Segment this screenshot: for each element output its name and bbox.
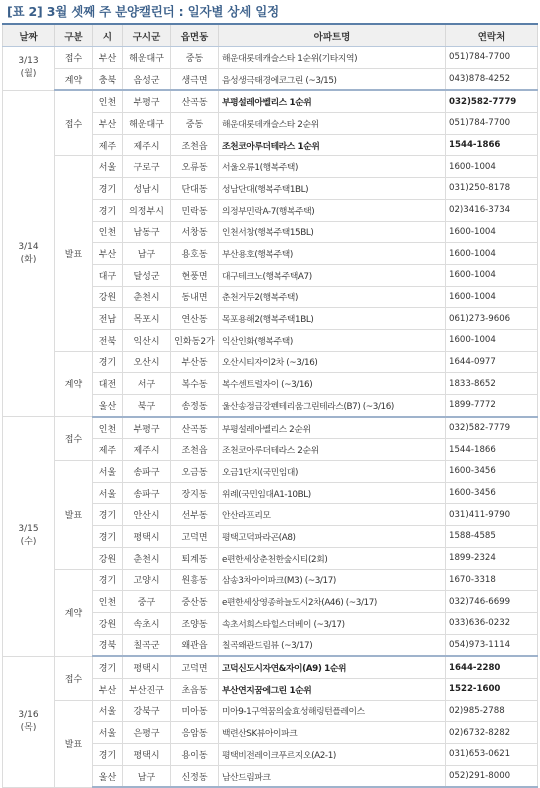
kind-cell: 발표 [55, 461, 93, 569]
si-cell: 서울 [93, 722, 123, 744]
town-cell: 중산동 [171, 591, 219, 613]
town-cell: 왜관읍 [171, 634, 219, 656]
table-row [3, 351, 538, 373]
header-si: 시 [93, 24, 123, 47]
schedule-body [3, 47, 538, 788]
si-cell: 경기 [93, 744, 123, 766]
table-row [3, 417, 538, 439]
apartment-cell: 부산연지꿈에그린 1순위 [219, 678, 446, 700]
si-cell: 경기 [93, 351, 123, 373]
contact-cell: 02)985-2788 [446, 700, 538, 722]
si-cell: 제주 [93, 439, 123, 461]
town-cell: 송정동 [171, 395, 219, 417]
district-cell: 부평구 [123, 417, 171, 439]
apartment-cell: 칠곡왜관드림뷰 (~3/17) [219, 634, 446, 656]
header-date: 날짜 [3, 24, 55, 47]
contact-cell: 033)636-0232 [446, 612, 538, 634]
district-cell: 북구 [123, 395, 171, 417]
apartment-cell: e편한세상영종하늘도시2차(A46) (~3/17) [219, 591, 446, 613]
header-apt: 아파트명 [219, 24, 446, 47]
si-cell: 경북 [93, 634, 123, 656]
table-row [3, 68, 538, 90]
contact-cell: 051)784-7700 [446, 47, 538, 69]
contact-cell: 1544-1866 [446, 439, 538, 461]
town-cell: 민락동 [171, 199, 219, 221]
district-cell: 평택시 [123, 656, 171, 678]
town-cell: 오류동 [171, 156, 219, 178]
si-cell: 경기 [93, 656, 123, 678]
contact-cell: 052)291-8000 [446, 765, 538, 787]
district-cell: 중구 [123, 591, 171, 613]
contact-cell: 1588-4585 [446, 526, 538, 548]
table-title: [표 2] 3월 셋째 주 분양캘린더 : 일자별 상세 일정 [7, 4, 280, 19]
kind-cell: 계약 [55, 68, 93, 90]
si-cell: 서울 [93, 482, 123, 504]
si-cell: 강원 [93, 286, 123, 308]
district-cell: 달성군 [123, 264, 171, 286]
district-cell: 성남시 [123, 178, 171, 200]
header-kind: 구분 [55, 24, 93, 47]
district-cell: 서구 [123, 373, 171, 395]
district-cell: 칠곡군 [123, 634, 171, 656]
table-row [3, 656, 538, 678]
apartment-cell: 음성생극태경에코그린 (~3/15) [219, 68, 446, 90]
header-gu: 구시군 [123, 24, 171, 47]
table-row [3, 47, 538, 69]
apartment-cell: 평택고덕파라곤(A8) [219, 526, 446, 548]
apartment-cell: 안산라프리모 [219, 504, 446, 526]
si-cell: 서울 [93, 461, 123, 483]
district-cell: 부평구 [123, 90, 171, 112]
contact-cell: 1644-0977 [446, 351, 538, 373]
table-row [3, 461, 538, 483]
town-cell: 용호동 [171, 243, 219, 265]
town-cell: 복수동 [171, 373, 219, 395]
si-cell: 대전 [93, 373, 123, 395]
apartment-cell: 고덕신도시자연&자이(A9) 1순위 [219, 656, 446, 678]
contact-cell: 032)746-6699 [446, 591, 538, 613]
town-cell: 인화동2가 [171, 329, 219, 351]
contact-cell: 1544-1866 [446, 134, 538, 156]
si-cell: 대구 [93, 264, 123, 286]
kind-cell: 계약 [55, 569, 93, 656]
si-cell: 충북 [93, 68, 123, 90]
table-row [3, 569, 538, 591]
town-cell: 오금동 [171, 461, 219, 483]
town-cell: 현풍면 [171, 264, 219, 286]
date-cell [3, 47, 55, 91]
town-cell: 조양동 [171, 612, 219, 634]
si-cell: 인천 [93, 417, 123, 439]
town-cell: 중동 [171, 47, 219, 69]
apartment-cell: 부평설레아벨리스 1순위 [219, 90, 446, 112]
apartment-cell: e편한세상춘천한숲시티(2회) [219, 547, 446, 569]
date-label: 3/14 [18, 241, 39, 252]
si-cell: 경기 [93, 569, 123, 591]
kind-cell: 발표 [55, 700, 93, 787]
kind-cell: 접수 [55, 90, 93, 156]
town-cell: 용이동 [171, 744, 219, 766]
contact-cell: 1899-2324 [446, 547, 538, 569]
town-cell: 단대동 [171, 178, 219, 200]
district-cell: 춘천시 [123, 286, 171, 308]
town-cell: 고덕면 [171, 526, 219, 548]
contact-cell: 1600-1004 [446, 286, 538, 308]
si-cell: 경기 [93, 178, 123, 200]
town-cell: 원흥동 [171, 569, 219, 591]
table-row [3, 156, 538, 178]
si-cell: 인천 [93, 221, 123, 243]
contact-cell: 031)411-9790 [446, 504, 538, 526]
header-contact: 연락처 [446, 24, 538, 47]
apartment-cell: 의정부민락A-7(행복주택) [219, 199, 446, 221]
town-cell: 산곡동 [171, 90, 219, 112]
si-cell: 경기 [93, 504, 123, 526]
schedule-table [2, 23, 538, 788]
apartment-cell: 해운대롯데캐슬스타 2순위 [219, 113, 446, 135]
town-cell: 중동 [171, 113, 219, 135]
apartment-cell: 익산인화(행복주택) [219, 329, 446, 351]
contact-cell: 1600-1004 [446, 156, 538, 178]
apartment-cell: 대구테크노(행복주택A7) [219, 264, 446, 286]
town-cell: 동내면 [171, 286, 219, 308]
apartment-cell: 성남단대(행복주택1BL) [219, 178, 446, 200]
town-cell: 응암동 [171, 722, 219, 744]
town-cell: 장지동 [171, 482, 219, 504]
si-cell: 전남 [93, 308, 123, 330]
si-cell: 인천 [93, 591, 123, 613]
weekday-label: (목) [20, 722, 37, 733]
apartment-cell: 오산시티자이2차 (~3/16) [219, 351, 446, 373]
kind-cell: 접수 [55, 656, 93, 700]
si-cell: 부산 [93, 678, 123, 700]
apartment-cell: 춘천거두2(행복주택) [219, 286, 446, 308]
district-cell: 익산시 [123, 329, 171, 351]
apartment-cell: 삼송3차아이파크(M3) (~3/17) [219, 569, 446, 591]
si-cell: 부산 [93, 243, 123, 265]
district-cell: 평택시 [123, 526, 171, 548]
district-cell: 구로구 [123, 156, 171, 178]
date-cell [3, 656, 55, 787]
si-cell: 제주 [93, 134, 123, 156]
apartment-cell: 평택비전레이크푸르지오(A2-1) [219, 744, 446, 766]
district-cell: 평택시 [123, 744, 171, 766]
district-cell: 음성군 [123, 68, 171, 90]
district-cell: 제주시 [123, 439, 171, 461]
contact-cell: 1600-1004 [446, 264, 538, 286]
si-cell: 강원 [93, 612, 123, 634]
si-cell: 부산 [93, 47, 123, 69]
si-cell: 인천 [93, 90, 123, 112]
district-cell: 송파구 [123, 461, 171, 483]
apartment-cell: 조천코아루더테라스 2순위 [219, 439, 446, 461]
district-cell: 부산진구 [123, 678, 171, 700]
contact-cell: 054)973-1114 [446, 634, 538, 656]
header-row [3, 24, 538, 47]
contact-cell: 1600-1004 [446, 221, 538, 243]
town-cell: 선부동 [171, 504, 219, 526]
apartment-cell: 미아9-1구역꿈의숲효성해링턴플레이스 [219, 700, 446, 722]
district-cell: 속초시 [123, 612, 171, 634]
weekday-label: (화) [20, 254, 37, 265]
si-cell: 서울 [93, 700, 123, 722]
si-cell: 서울 [93, 156, 123, 178]
apartment-cell: 인천서창(행복주택15BL) [219, 221, 446, 243]
district-cell: 안산시 [123, 504, 171, 526]
contact-cell: 1670-3318 [446, 569, 538, 591]
contact-cell: 031)250-8178 [446, 178, 538, 200]
district-cell: 강북구 [123, 700, 171, 722]
si-cell: 부산 [93, 113, 123, 135]
apartment-cell: 위례(국민임대A1-10BL) [219, 482, 446, 504]
date-label: 3/15 [18, 524, 39, 535]
town-cell: 미아동 [171, 700, 219, 722]
contact-cell: 1522-1600 [446, 678, 538, 700]
town-cell: 산곡동 [171, 417, 219, 439]
town-cell: 생극면 [171, 68, 219, 90]
district-cell: 목포시 [123, 308, 171, 330]
district-cell: 고양시 [123, 569, 171, 591]
apartment-cell: 서울오류1(행복주택) [219, 156, 446, 178]
weekday-label: (수) [20, 537, 37, 548]
contact-cell: 02)6732-8282 [446, 722, 538, 744]
town-cell: 서창동 [171, 221, 219, 243]
si-cell: 전북 [93, 329, 123, 351]
si-cell: 경기 [93, 526, 123, 548]
town-cell: 조천읍 [171, 134, 219, 156]
kind-cell: 계약 [55, 351, 93, 417]
district-cell: 남구 [123, 243, 171, 265]
apartment-cell: 부평설레아벨리스 2순위 [219, 417, 446, 439]
kind-cell: 접수 [55, 47, 93, 69]
si-cell: 경기 [93, 199, 123, 221]
contact-cell: 032)582-7779 [446, 90, 538, 112]
district-cell: 송파구 [123, 482, 171, 504]
date-label: 3/16 [18, 709, 39, 720]
district-cell: 해운대구 [123, 47, 171, 69]
apartment-cell: 백련산SK뷰아이파크 [219, 722, 446, 744]
kind-cell: 접수 [55, 417, 93, 461]
town-cell: 고덕면 [171, 656, 219, 678]
table-row [3, 700, 538, 722]
si-cell: 울산 [93, 395, 123, 417]
town-cell: 연산동 [171, 308, 219, 330]
apartment-cell: 울산송정금강펜테리움그린테라스(B7) (~3/16) [219, 395, 446, 417]
contact-cell: 031)653-0621 [446, 744, 538, 766]
contact-cell: 043)878-4252 [446, 68, 538, 90]
contact-cell: 1600-1004 [446, 329, 538, 351]
district-cell: 남구 [123, 765, 171, 787]
apartment-cell: 해운대롯데캐슬스타 1순위(기타지역) [219, 47, 446, 69]
apartment-cell: 부산용호(행복주택) [219, 243, 446, 265]
contact-cell: 051)784-7700 [446, 113, 538, 135]
contact-cell: 1600-3456 [446, 482, 538, 504]
apartment-cell: 남산드림파크 [219, 765, 446, 787]
weekday-label: (월) [20, 69, 37, 80]
town-cell: 신정동 [171, 765, 219, 787]
contact-cell: 02)3416-3734 [446, 199, 538, 221]
apartment-cell: 목포용해2(행복주택1BL) [219, 308, 446, 330]
district-cell: 남동구 [123, 221, 171, 243]
town-cell: 초읍동 [171, 678, 219, 700]
district-cell: 은평구 [123, 722, 171, 744]
district-cell: 의정부시 [123, 199, 171, 221]
si-cell: 울산 [93, 765, 123, 787]
district-cell: 해운대구 [123, 113, 171, 135]
town-cell: 조천읍 [171, 439, 219, 461]
contact-cell: 032)582-7779 [446, 417, 538, 439]
header-dong: 읍면동 [171, 24, 219, 47]
si-cell: 강원 [93, 547, 123, 569]
district-cell: 오산시 [123, 351, 171, 373]
contact-cell: 1644-2280 [446, 656, 538, 678]
contact-cell: 1899-7772 [446, 395, 538, 417]
apartment-cell: 오금1단지(국민임대) [219, 461, 446, 483]
contact-cell: 061)273-9606 [446, 308, 538, 330]
date-label: 3/13 [18, 56, 39, 67]
district-cell: 춘천시 [123, 547, 171, 569]
district-cell: 제주시 [123, 134, 171, 156]
kind-cell: 발표 [55, 156, 93, 351]
town-cell: 퇴계동 [171, 547, 219, 569]
town-cell: 부산동 [171, 351, 219, 373]
apartment-cell: 조천코아루더테라스 1순위 [219, 134, 446, 156]
contact-cell: 1833-8652 [446, 373, 538, 395]
contact-cell: 1600-1004 [446, 243, 538, 265]
table-row [3, 90, 538, 112]
date-cell [3, 90, 55, 416]
contact-cell: 1600-3456 [446, 461, 538, 483]
date-cell [3, 417, 55, 657]
apartment-cell: 복수센트럴자이 (~3/16) [219, 373, 446, 395]
apartment-cell: 속초서희스타힐스더베이 (~3/17) [219, 612, 446, 634]
